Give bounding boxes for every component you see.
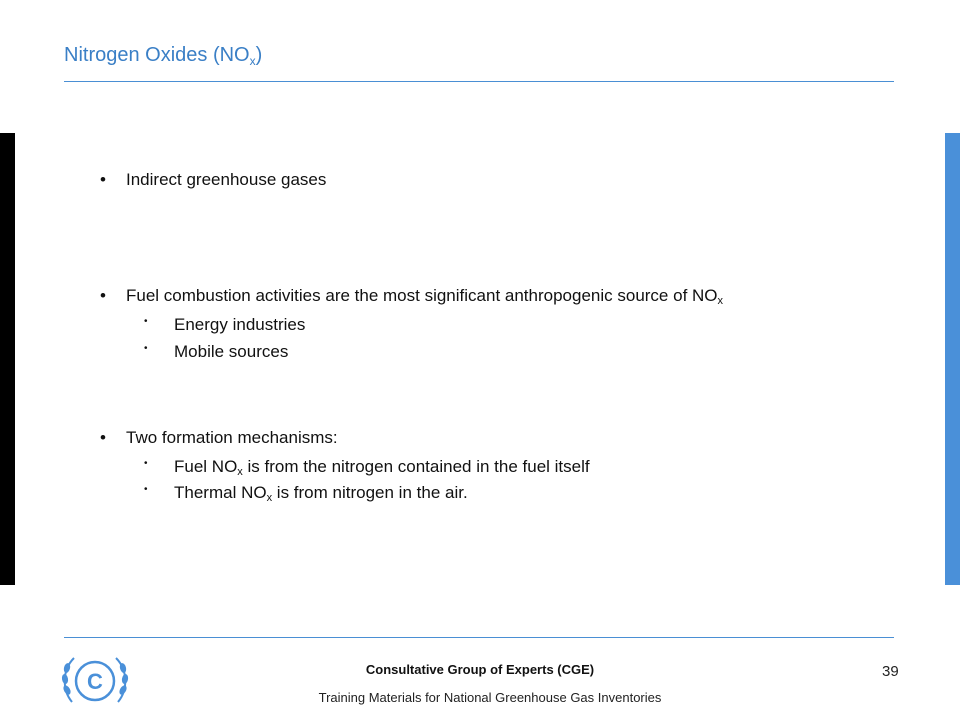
bullet-dot: • [100, 286, 106, 305]
bullet-text: Two formation mechanisms: [126, 428, 338, 447]
sub-bullet-text [174, 457, 590, 478]
bullet-text-main: Fuel combustion activities are the most significant anthropogenic source of NO [126, 286, 718, 305]
footer-subtitle: Training Materials for National Greenhouse Gas Inventories [318, 690, 662, 705]
text-post: is from the nitrogen contained in the fuel itself [242, 457, 590, 476]
bottom-divider [64, 637, 894, 638]
bullet-dot: • [100, 170, 106, 189]
text-subscript: x [266, 492, 273, 504]
bullet-text: Indirect greenhouse gases [126, 170, 327, 189]
sub-bullet-text: Energy industries [174, 315, 306, 334]
sub-bullet-dot: • [144, 458, 148, 469]
sub-bullet-dot: • [144, 316, 148, 327]
bullet-text [126, 286, 723, 307]
sub-bullet-dot: • [144, 484, 148, 495]
sub-bullet-dot: • [144, 343, 148, 354]
title-text: Nitrogen Oxides (NO [64, 44, 250, 66]
sub-bullet-text [174, 483, 468, 504]
page-number: 39 [882, 663, 899, 680]
svg-text:C: C [87, 669, 103, 694]
bullet-subscript: x [717, 295, 724, 307]
text-pre: Thermal NO [174, 483, 267, 502]
footer-organization: Consultative Group of Experts (CGE) [365, 662, 595, 677]
bullet-dot: • [100, 428, 106, 447]
title-subscript: x [249, 54, 256, 68]
title-close: ) [255, 44, 263, 66]
text-subscript: x [237, 466, 243, 478]
sub-bullet-text: Mobile sources [174, 342, 289, 361]
text-post: is from nitrogen in the air. [272, 483, 468, 502]
text-pre: Fuel NO [174, 457, 238, 476]
